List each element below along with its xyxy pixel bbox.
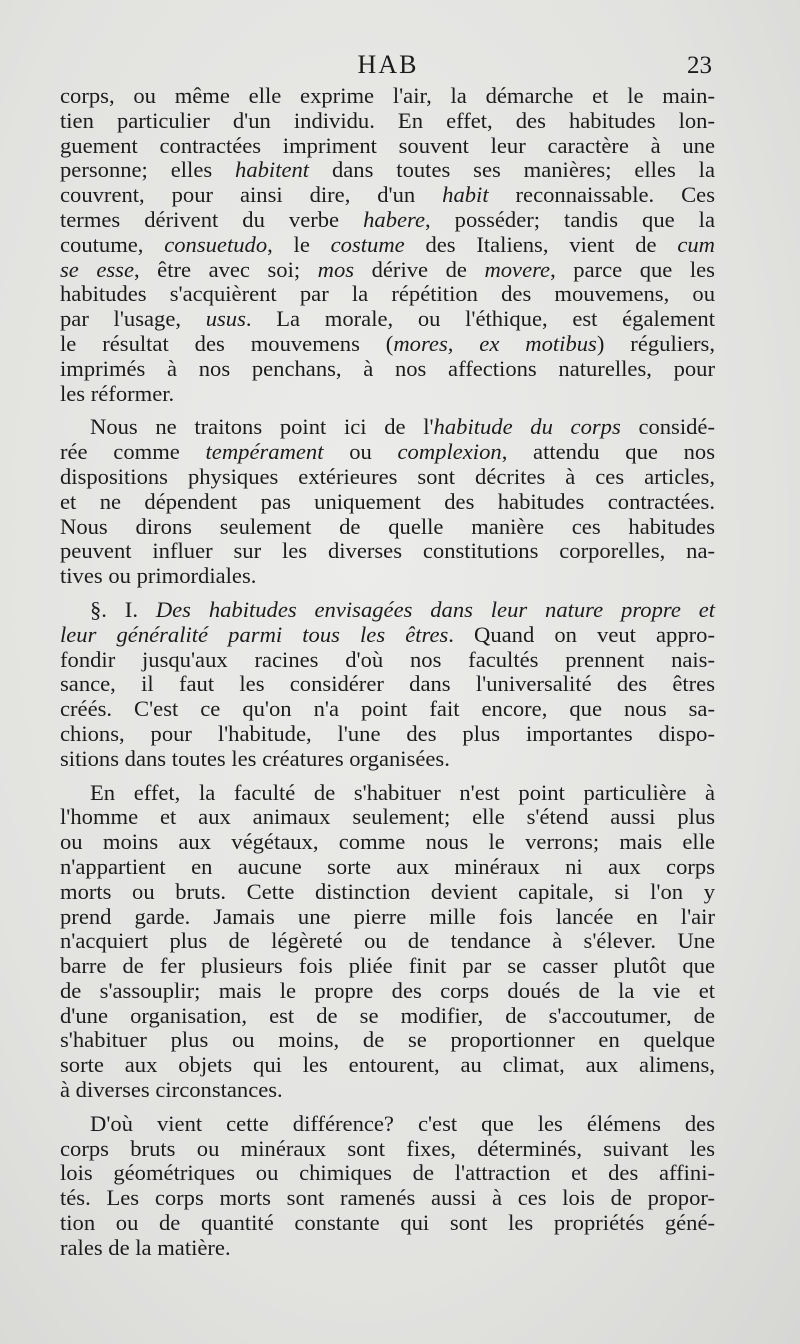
text-line: n'acquiert plus de légèreté ou de tendance à s'élever. Une (60, 928, 715, 954)
text-line: sorte aux objets qui les entourent, au climat, aux alimens, (60, 1052, 715, 1078)
text-line: chions, pour l'habitude, l'une des plus importantes dispo- (60, 720, 715, 746)
text-line: d'une organisation, est de se modifier, de s'accoutumer, de (60, 1002, 715, 1028)
text-line: tion ou de quantité constante qui sont les propriétés géné- (60, 1210, 715, 1236)
paragraph (60, 1112, 715, 1261)
text-line: lois géométriques ou chimiques de l'attraction et des affini- (60, 1160, 715, 1186)
text-line: peuvent influer sur les diverses constitutions corporelles, na- (60, 538, 715, 564)
text-line: corps, ou même elle exprime l'air, la démarche et le main- (60, 83, 715, 108)
text-line: n'appartient en aucune sorte aux minéraux ni aux corps (60, 853, 715, 879)
text-line: s'habituer plus ou moins, de se proportionner en quelque (60, 1027, 715, 1053)
text-line: sitions dans toutes les créatures organisées. (60, 745, 450, 771)
text-line: Nous ne traitons point ici de l'habitude du corps considé- (90, 414, 715, 440)
text-line: couvrent, pour ainsi dire, d'un habit reconnaissable. Ces (60, 182, 715, 208)
text-line: par l'usage, usus. La morale, ou l'éthique, est également (60, 306, 715, 332)
text-line: tien particulier d'un individu. En effet, des habitudes lon- (60, 107, 715, 133)
text-line: les réformer. (60, 380, 175, 406)
paragraph (60, 84, 715, 406)
text-line: tés. Les corps morts sont ramenés aussi à ces lois de propor- (60, 1185, 715, 1211)
text-line: sance, il faut les considérer dans l'universalité des êtres (60, 671, 715, 697)
text-line: personne; elles habitent dans toutes ses manières; elles la (60, 157, 715, 183)
text-line: termes dérivent du verbe habere, posséder; tandis que la (60, 206, 715, 232)
text-line: rée comme tempérament ou complexion, attendu que nos (60, 439, 715, 465)
paragraph (60, 598, 715, 772)
text-line: leur généralité parmi tous les êtres. Quand on veut appro- (60, 621, 715, 647)
text-line: guement contractées impriment souvent leur caractère à une (60, 132, 715, 158)
text-line: D'où vient cette différence? c'est que les élémens des (90, 1110, 715, 1136)
text-line: imprimés à nos penchans, à nos affections naturelles, pour (60, 355, 715, 381)
text-line: de s'assouplir; mais le propre des corps doués de la vie et (60, 977, 715, 1003)
page-number: 23 (687, 52, 712, 79)
text-line: coutume, consuetudo, le costume des Italiens, vient de cum (60, 231, 715, 257)
text-line: l'homme et aux animaux seulement; elle s'étend aussi plus (60, 804, 715, 830)
text-line: le résultat des mouvemens (mores, ex motibus) réguliers, (60, 330, 715, 356)
text-line: à diverses circonstances. (60, 1077, 283, 1103)
text-line: En effet, la faculté de s'habituer n'est point particulière à (90, 779, 715, 805)
text-line: prend garde. Jamais une pierre mille fois lancée en l'air (60, 903, 715, 929)
text-line: habitudes s'acquièrent par la répétition des mouvemens, ou (60, 281, 715, 307)
text-line: tives ou primordiales. (60, 563, 257, 589)
text-line: créés. C'est ce qu'on n'a point fait encore, que nous sa- (60, 696, 715, 722)
paragraph (60, 781, 715, 1103)
text-line: Nous dirons seulement de quelle manière ces habitudes (60, 513, 715, 539)
body-text (60, 84, 715, 1261)
text-line: corps bruts ou minéraux sont fixes, déterminés, suivant les (60, 1135, 715, 1161)
text-line: morts ou bruts. Cette distinction devient capitale, si l'on y (60, 878, 715, 904)
text-line: ou moins aux végétaux, comme nous le verrons; mais elle (60, 829, 715, 855)
running-head: HAB (357, 50, 419, 79)
page-header (64, 50, 712, 86)
text-line: §. I. Des habitudes envisagées dans leur nature propre et (90, 596, 715, 622)
text-line: rales de la matière. (60, 1234, 231, 1260)
paragraph (60, 415, 715, 589)
text-line: barre de fer plusieurs fois pliée finit par se casser plutôt que (60, 953, 715, 979)
text-line: dispositions physiques extérieures sont décrites à ces articles, (60, 463, 715, 489)
text-line: et ne dépendent pas uniquement des habitudes contractées. (60, 488, 715, 514)
text-line: se esse, être avec soi; mos dérive de movere, parce que les (60, 256, 715, 282)
text-line: fondir jusqu'aux racines d'où nos facultés prennent nais- (60, 646, 715, 672)
